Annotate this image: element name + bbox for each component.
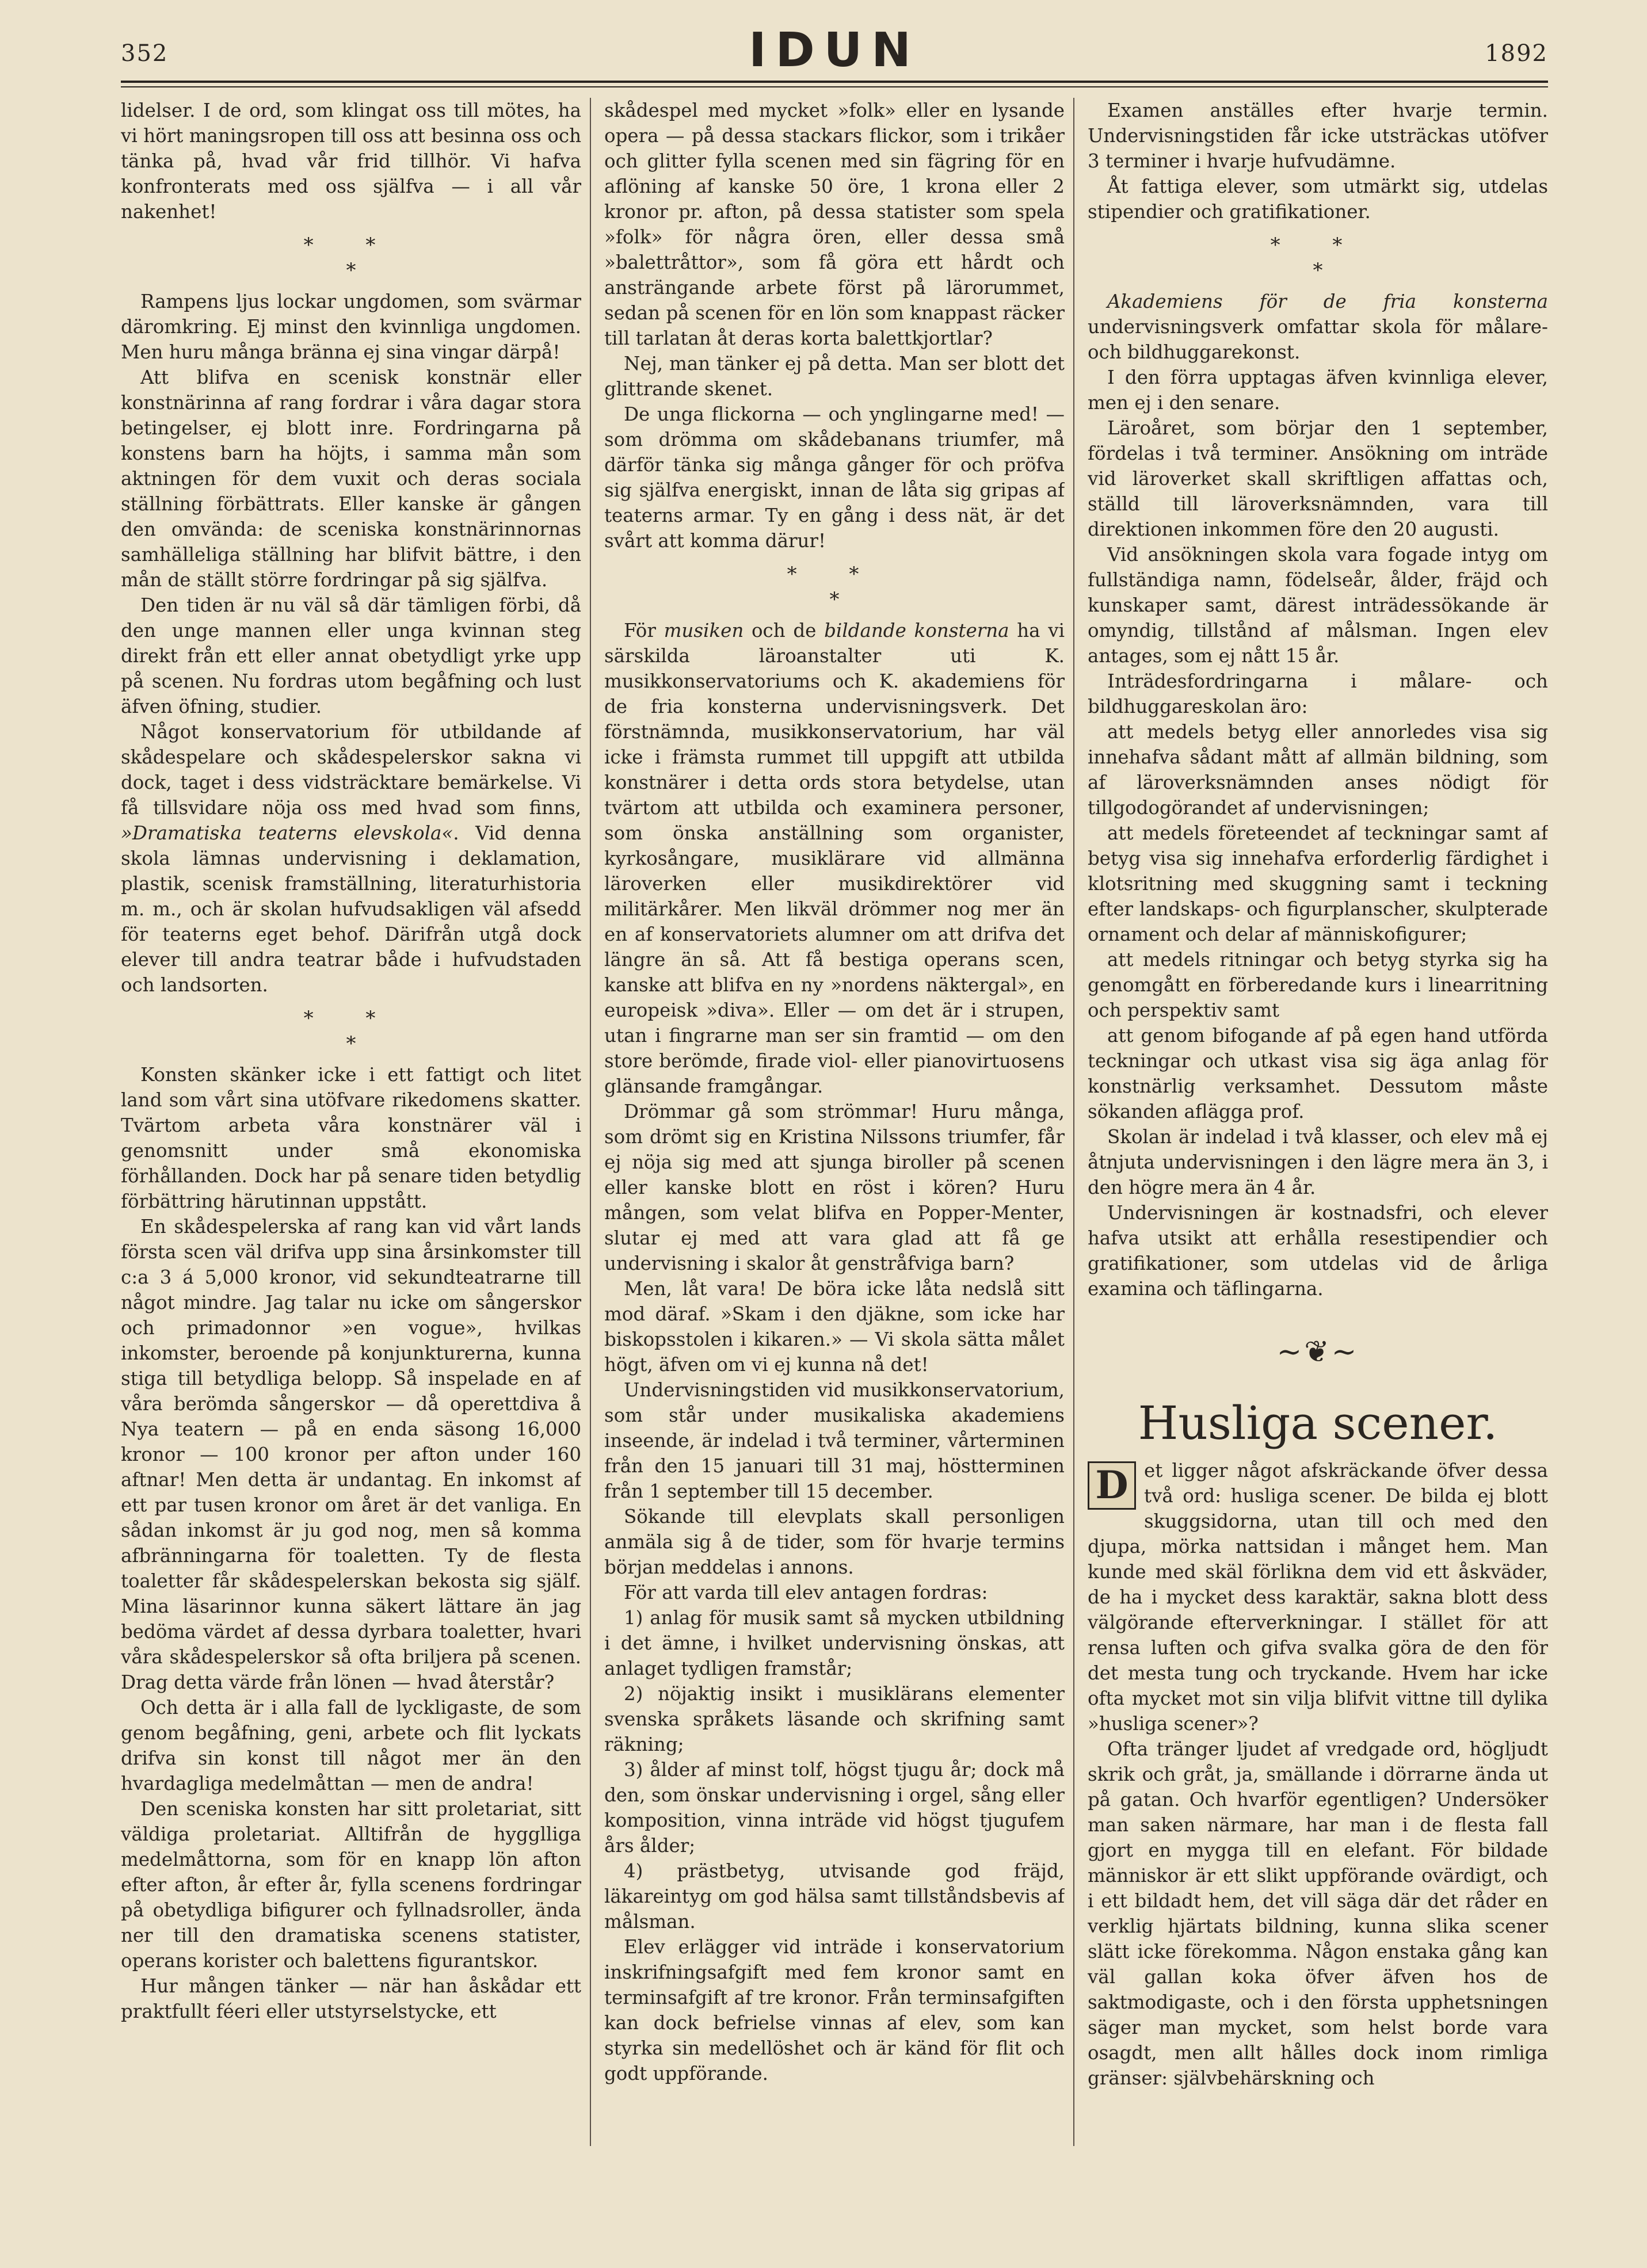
- paragraph: Den sceniska konsten har sitt proletariat, sitt väldiga proletariat. Alltifrån de hygglliga medelmåttorna, som för en knapp lön afton efter afton, år efter år, fylla scenens fordringar på obetydliga bifigurer och fyllnadsroller, ända ner till den dramatiska scenens statister, operans korister och balettens figurantskor.: [121, 1798, 581, 1972]
- paragraph: D et ligger något afskräckande öfver dessa två ord: husliga scener. De bilda ej blott skuggsidorna, utan till och med den djupa, mörka nattsidan i månget hem. Man kunde med skäl förlikna dem vid ett åskväder, de ha i mycket dess karaktär, sakna blott dess välgörande efterverkningar. I stället för att rensa luften och gifva svalka göra de den för det mesta tung och tryckande. Hvem har icke ofta mycket mot sin vilja blifvit vittne till dylika »husliga scener»?: [1088, 1460, 1548, 1735]
- paragraph: Vid ansökningen skola vara fogade intyg om fullständiga namn, födelseår, ålder, fräjd och kunskaper samt, därest inträdessökande är omyndig, tillstånd af målsman. Ingen elev antages, som ej nått 15 år.: [1088, 544, 1548, 667]
- list-item: att genom bifogande af på egen hand utförda teckningar och utkast visa sig äga anlag för konstnärlig verksamhet. Dessutom måste sökanden aflägga prof.: [1088, 1025, 1548, 1122]
- paragraph: Rampens ljus lockar ungdomen, som svärmar däromkring. Ej minst den kvinnliga ungdomen. Men huru många bränna ej sina vingar därpå!: [121, 291, 581, 363]
- list-item: 1) anlag för musik samt så mycken utbildning i det ämne, i hvilket undervisning önskas, att anlaget tydligen framstår;: [604, 1607, 1065, 1679]
- section-stars: * * *: [303, 1007, 399, 1055]
- school-name: »Dramatiska teaterns elevskola«: [121, 822, 453, 844]
- section-stars: * * *: [1270, 234, 1366, 282]
- paragraph: Ofta tränger ljudet af vredgade ord, högljudt skrik och gråt, ja, smällande i dörrarne ända ut på gatan. Och hvarför egentligen? Undersöker man saken närmare, har man i de flesta fall gjort en mygga till en elefant. För bildade människor är ett slikt uppförande ovärdigt, och i ett bildadt hem, det vill säga där det råder en verklig hjärtats bildning, kunna slika scener slätt icke förekomma. Någon enstaka gång kan väl gallan koka öfver äfven hos de saktmodigaste, och i den första upphetsningen säger man mycket, som helst borde vara osagdt, men allt hålles dock inom rimliga gränser: självbehärskning och: [1088, 1738, 1548, 2089]
- paragraph: Examen anställes efter hvarje termin. Undervisningstiden får icke utsträckas utöfver 3 terminer i hvarje hufvudämne.: [1088, 100, 1548, 172]
- paragraph: För musiken och de bildande konsterna ha vi särskilda läroanstalter uti K. musikkonservatoriums och K. akademiens för de fria konsterna undervisningsverk. Det förstnämnda, musikkonservatorium, har väl icke i främsta rummet till uppgift att utbilda konstnärer i detta ords stora betydelse, utan tvärtom att utbilda och examinera personer, som önska anställning som organister, kyrkosångare, musiklärare vid allmänna läroverken eller musikdirektörer vid militärkårer. Men likväl drömmer nog mer än en af konservatoriets alumner om att drifva det längre än så. Att få bestiga operans scen, kanske att blifva en ny »nordens näktergal», en europeisk »diva». Eller — om det är i strupen, utan i fingrarne man ser sin framtid — om den store berömde, firade viol- eller pianovirtuosens glänsande framgångar.: [604, 620, 1065, 1097]
- header-rule: [121, 81, 1548, 83]
- list-item: att medels betyg eller annorledes visa sig innehafva sådant mått af allmän bildning, som af läroverksnämnden anses nödigt för tillgodogörandet af undervisningen;: [1088, 721, 1548, 819]
- paragraph: Inträdesfordringarna i målare- och bildhuggareskolan äro:: [1088, 670, 1548, 717]
- paragraph: Undervisningen är kostnadsfri, och elever hafva utsikt att erhålla resestipendier och gratifikationer, som utdelas vid de årliga examina och täflingarna.: [1088, 1202, 1548, 1300]
- paragraph: De unga flickorna — och ynglingarne med! — som drömma om skådebanans triumfer, må därför tänka sig många gånger för och pröfva sig själfva energiskt, innan de låta sig gripas af teaterns armar. Ty en gång i dess nät, är det svårt att komma därur!: [604, 403, 1065, 552]
- paragraph: För att varda till elev antagen fordras:: [624, 1582, 988, 1603]
- paragraph: Något konservatorium för utbildande af skådespelare och skådespelerskor sakna vi dock, taget i dess vidsträcktare bemärkelse. Vi få tillsvidare nöja oss med hvad som finns, »Dramatiska teaterns elevskola«. Vid denna skola lämnas undervisning i deklamation, plastik, scenisk framställning, literaturhistoria m. m., och är skolan hufvudsakligen väl afsedd för teaterns eget behof. Därifrån utgå dock elever till andra teatrar både i hufvudstaden och landsorten.: [121, 721, 581, 996]
- header-rule-thin: [121, 86, 1548, 87]
- list-item: 2) nöjaktig insikt i musiklärans elementer svenska språkets läsande och skrifning samt räkning;: [604, 1683, 1065, 1755]
- paragraph: Undervisningstiden vid musikkonservatorium, som står under musikaliska akademiens inseende, är indelad i två terminer, vårterminen från den 15 januari till 31 maj, höstterminen från 1 september till 15 december.: [604, 1379, 1065, 1502]
- paragraph: lidelser. I de ord, som klingat oss till mötes, ha vi hört maningsropen till oss att besinna oss och tänka på, hvad vår frid tillhör. Vi hafva konfronterats med oss själfva — i all vår nakenhet!: [121, 100, 581, 223]
- paragraph: skådespel med mycket »folk» eller en lysande opera — på dessa stackars flickor, som i trikåer och glitter fylla scenen med sin fägring för en aflöning af kanske 50 öre, 1 krona eller 2 kronor pr. afton, på dessa statister som spela »folk» för några ören, eller dessa små »balettråttor», som få göra ett hårdt och ansträngande arbete först på lärorummet, sedan på scenen för en lön som knappast räcker till tarlatan åt deras korta balettkjortlar?: [604, 100, 1065, 349]
- paragraph: Men, låt vara! De böra icke låta nedslå sitt mod däraf. »Skam i den djäkne, som icke har biskopsstolen i kikaren.» — Vi skola sätta målet högt, äfven om vi ej kunna nå det!: [604, 1278, 1065, 1376]
- paragraph: Att blifva en scenisk konstnär eller konstnärinna af rang fordrar i våra dagar stora betingelser, ej blott inre. Fordringarna på konstens barn ha höjts, i samma mån som aktningen för dem vuxit och deras sociala ställning förbättrats. Eller kanske är gången den omvända: de sceniska konstnärinnornas samhälleliga ställning har blifvit bättre, i den mån de ställt större fordringar på sig själfva.: [121, 366, 581, 591]
- masthead-title: IDUN: [749, 23, 920, 78]
- paragraph: Hur mången tänker — när han åskådar ett praktfullt féeri eller utstyrselstycke, ett: [121, 1975, 581, 2022]
- issue-year: 1892: [1485, 40, 1548, 67]
- paragraph: Läroåret, som börjar den 1 september, fördelas i två terminer. Ansökning om inträde vid läroverket skall skriftligen affattas och, ställd till läroverksnämnden, vara till direktionen inkommen före den 20 augusti.: [1088, 417, 1548, 540]
- list-item: 3) ålder af minst tolf, högst tjugu år; dock må den, som önskar undervisning i orgel, sång eller komposition, vinna inträde vid högst tjugufem års ålder;: [604, 1759, 1065, 1857]
- section-stars: * * *: [787, 563, 882, 611]
- column-2: [604, 98, 1065, 2158]
- paragraph: Åt fattiga elever, som utmärkt sig, utdelas stipendier och gratifikationer.: [1088, 175, 1548, 223]
- section-stars: * * *: [303, 234, 399, 282]
- paragraph: Den tiden är nu väl så där tämligen förbi, då den unge mannen eller unga kvinnan steg direkt från ett eller annat obetydligt yrke upp på scenen. Nu fordras utom begåfning och lust äfven öfning, studier.: [121, 594, 581, 717]
- paragraph: I den förra upptagas äfven kvinnliga elever, men ej i den senare.: [1088, 366, 1548, 414]
- paragraph: Akademiens för de fria konsterna undervisningsverk omfattar skola för målare- och bildhuggarekonst.: [1088, 291, 1548, 363]
- paragraph: Elev erlägger vid inträde i konservatorium inskrifningsafgift med fem kronor samt en terminsafgift af tre kronor. Från terminsafgiften kan dock befrielse vinnas af elev, som kan styrka sin medellöshet och är känd för flit och godt uppförande.: [604, 1936, 1065, 2084]
- list-item: att medels ritningar och betyg styrka sig ha genomgått en förberedande kurs i linearritning och perspektiv samt: [1088, 949, 1548, 1021]
- column-1: [121, 98, 581, 2158]
- page-header: [121, 23, 1548, 92]
- paragraph: Skolan är indelad i två klasser, och elev må ej åtnjuta undervisningen i den lägre mera än 3, i den högre mera än 4 år.: [1088, 1126, 1548, 1198]
- drop-cap-icon: D: [1088, 1461, 1136, 1510]
- column-3: [1088, 98, 1548, 2158]
- column-divider: [590, 98, 591, 2146]
- column-divider: [1073, 98, 1074, 2146]
- paragraph: Nej, man tänker ej på detta. Man ser blott det glittrande skenet.: [604, 353, 1065, 400]
- list-item: 4) prästbetyg, utvisande god fräjd, läkareintyg om god hälsa samt tillståndsbevis af målsman.: [604, 1860, 1065, 1933]
- ornament-divider-icon: ~❦~: [1276, 1335, 1359, 1369]
- paragraph: Konsten skänker icke i ett fattigt och litet land som vårt sina utöfvare rikedomens skatter. Tvärtom arbeta våra konstnärer väl i genomsnitt under små ekonomiska förhållanden. Dock har på senare tiden betydlig förbättring härutinnan uppstått.: [121, 1064, 581, 1212]
- page-number: 352: [121, 40, 169, 67]
- paragraph: Och detta är i alla fall de lyckligaste, de som genom begåfning, geni, arbete och flit lyckats drifva sin konst till något mer än den hvardagliga medelmåttan — men de andra!: [121, 1697, 581, 1794]
- paragraph: Drömmar gå som strömmar! Huru många, som drömt sig en Kristina Nilssons triumfer, får ej nöja sig med att sjunga biroller på scenen eller kanske blott en röst i kören? Huru mången, som velat blifva en Popper-Menter, slutar ej med att vara glad att få ge undervisning i skalor åt genstråfviga barn?: [604, 1101, 1065, 1274]
- article-title: Husliga scener.: [1138, 1396, 1498, 1450]
- paragraph: En skådespelerska af rang kan vid vårt lands första scen väl drifva upp sina årsinkomster till c:a 3 á 5,000 kronor, vid sekundteatrarne till något mindre. Jag talar nu icke om sångerskor och primadonnor »en vogue», hvilkas inkomster, beroende på konjunkturerna, kunna stiga till betydliga belopp. Så inspelade en af våra berömda sångerskor — då operettdiva å Nya teatern — på en enda säsong 16,000 kronor — 100 kronor per afton under 160 aftnar! Men detta är undantag. En inkomst af ett par tusen kronor om året är det vanliga. En sådan inkomst är ju god nog, men så komma afbränningarna för toaletten. Ty de flesta toaletter får skådespelerskan bekosta sig själf. Mina läsarinnor kunna säkert lättare än jag bedöma värdet af dessa dyrbara toaletter, hvari våra skådespelerskor så ofta briljera på scenen. Drag detta värde från lönen — hvad återstår?: [121, 1216, 581, 1693]
- paragraph: Sökande till elevplats skall personligen anmäla sig å de tider, som för hvarje termins början meddelas i annons.: [604, 1506, 1065, 1578]
- list-item: att medels företeendet af teckningar samt af betyg visa sig innehafva erforderlig färdighet i klotsritning med skuggning samt i teckning efter landskaps- och figurplanscher, skulpterade ornament och delar af människofigurer;: [1088, 822, 1548, 945]
